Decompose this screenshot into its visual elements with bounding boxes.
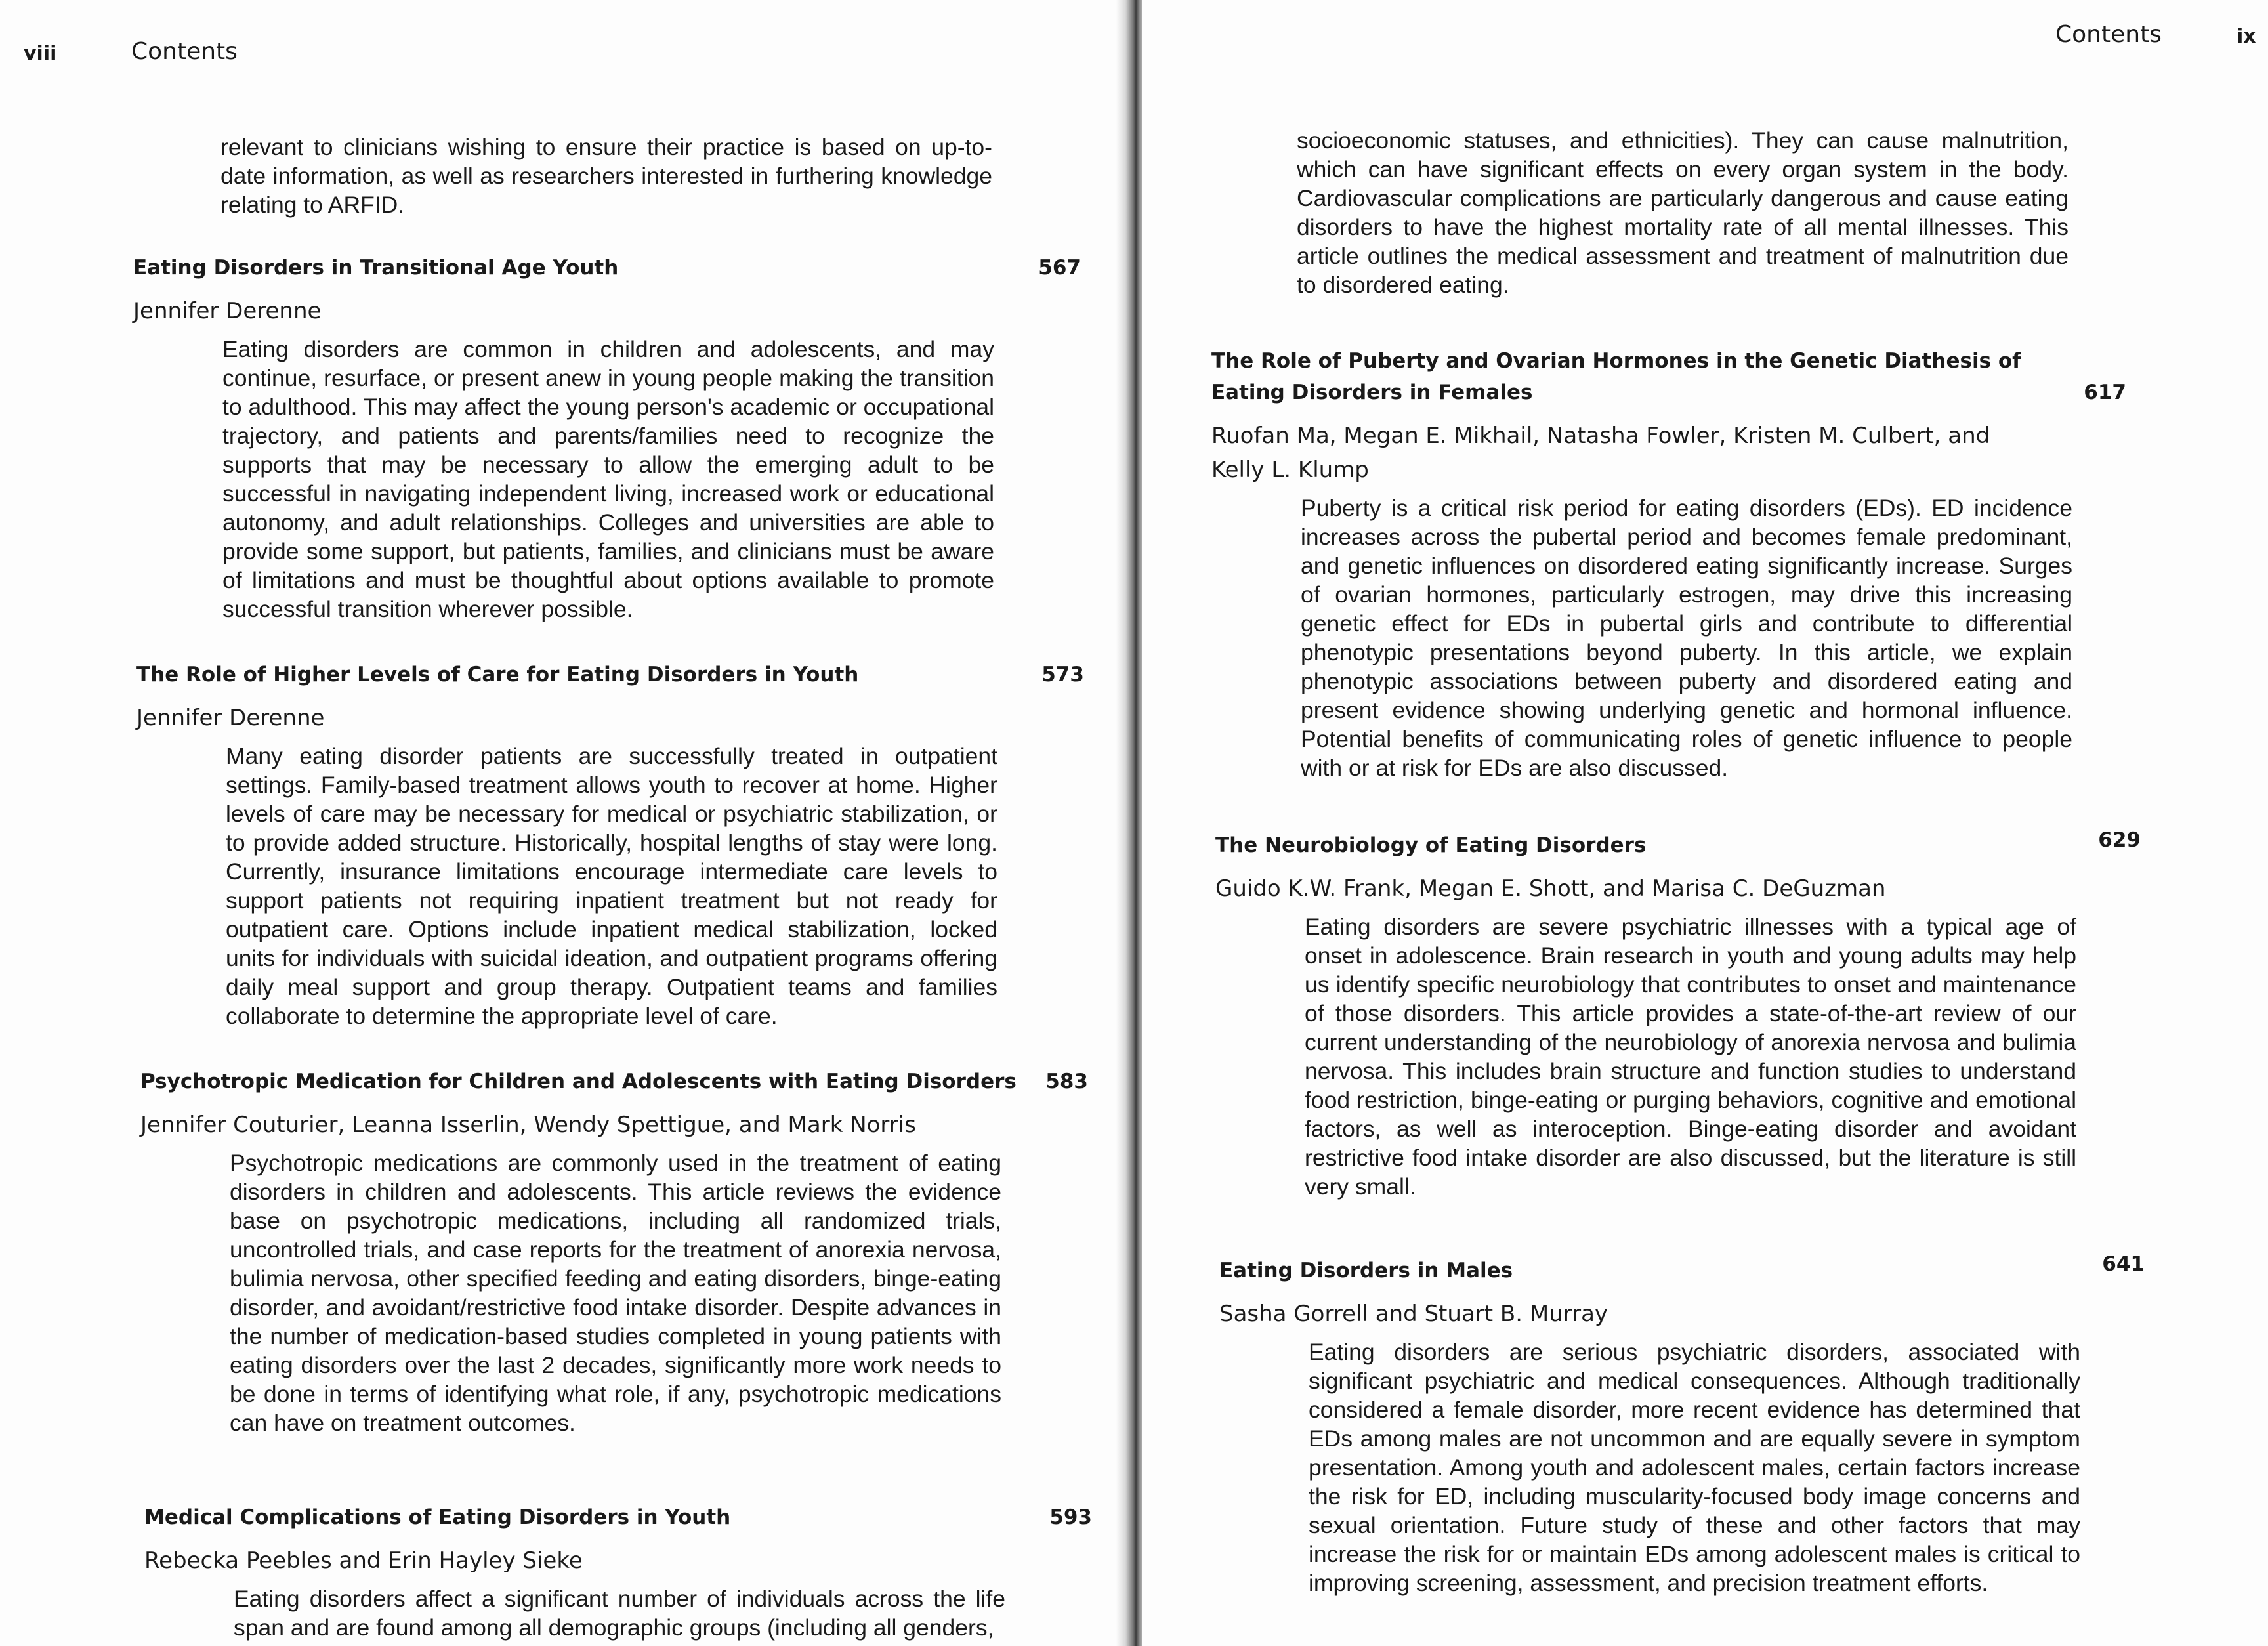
toc-entry [1215, 830, 2167, 1201]
toc-entry-header [140, 1066, 1099, 1097]
left-running-head: Contents [131, 38, 238, 65]
toc-entry-abstract: Eating disorders affect a significant number of individuals across the life span and are found among all demographic groups (including all genders, [234, 1586, 1005, 1641]
toc-entry [1211, 345, 2163, 782]
toc-entry [133, 252, 1091, 623]
toc-entry [136, 659, 1095, 1030]
left-page-number: viii [24, 42, 57, 65]
toc-entry-authors: Ruofan Ma, Megan E. Mikhail, Natasha Fowler, Kristen M. Culbert, and Kelly L. Klump [1211, 423, 1990, 483]
toc-entry-authors: Jennifer Couturier, Leanna Isserlin, Wendy Spettigue, and Mark Norris [140, 1112, 916, 1138]
toc-entry [140, 1066, 1099, 1437]
left-page [0, 0, 1122, 1646]
toc-entry-abstract: Eating disorders are common in children and adolescents, and may continue, resurface, or present anew in young people making the transition to adulthood. This may affect the young person's academic or occupational trajectory, and patients and parents/families need to recognize the supports that may be necessary to allow the emerging adult to be successful in navigating independent living, increased work or educational autonomy, and adult relationships. Colleges and universities are able to provide some support, but patients, families, and clinicians must be aware of limitations and must be thoughtful about options available to promote successful transition wherever possible. [222, 336, 994, 622]
toc-entry-authors: Guido K.W. Frank, Megan E. Shott, and Marisa C. DeGuzman [1215, 876, 1886, 902]
left-intro-text: relevant to clinicians wishing to ensure their practice is based on up-to-date information, as well as researchers interested in furthering knowledge relating to ARFID. [220, 134, 992, 218]
toc-entry-page-number[interactable]: 573 [1041, 663, 1084, 686]
toc-entry-authors: Sasha Gorrell and Stuart B. Murray [1219, 1301, 1608, 1327]
right-running-head: Contents [2055, 21, 2162, 48]
toc-entry-abstract: Many eating disorder patients are successfully treated in outpatient settings. Family-based treatment allows youth to recover at home. Higher levels of care may be necessary for medical or psychiatric stabilization, or to provide added structure. Historically, hospital lengths of stay were long. Currently, insurance limitations encourage intermediate care levels to support patients not requiring inpatient treatment but not ready for outpatient care. Options include inpatient medical stabilization, locked units for individuals with suicidal ideation, and outpatient programs offering daily meal support and group therapy. Outpatient teams and families collaborate to determine the appropriate level of care. [226, 743, 998, 1029]
toc-entry-header [1211, 345, 2163, 408]
toc-entry [144, 1502, 1102, 1642]
toc-entry-page-number[interactable]: 593 [1049, 1506, 1092, 1529]
toc-entry-authors: Jennifer Derenne [133, 298, 322, 324]
toc-entry-authors: Rebecka Peebles and Erin Hayley Sieke [144, 1548, 583, 1574]
toc-entry-title[interactable]: Eating Disorders in Males [1219, 1259, 1513, 1282]
toc-entry-header [136, 659, 1095, 690]
toc-entry-page-number[interactable]: 567 [1038, 256, 1081, 280]
toc-entry-abstract: Eating disorders are severe psychiatric illnesses with a typical age of onset in adolescence. Brain research in youth and young adults may help us identify specific neurobiology that contributes to onset and maintenance of those disorders. This article provides a state-of-the-art review of our current understanding of the neurobiology of anorexia nervosa and bulimia nervosa. This includes brain structure and function studies to understand food restriction, binge-eating or purging behaviors, cognitive and emotional factors, as well as interoception. Binge-eating disorder and avoidant restrictive food intake disorder are also discussed, but the literature is still very small. [1305, 914, 2076, 1200]
toc-entry-header [1219, 1252, 2171, 1286]
toc-entry-page-number[interactable]: 583 [1045, 1070, 1088, 1093]
right-intro-text: socioeconomic statuses, and ethnicities). They can cause malnutrition, which can have significant effects on every organ system in the body. Cardiovascular complications are particularly dangerous and cause eating disorders to have the highest mortality rate of all mental illnesses. This article outlines the medical assessment and treatment of malnutrition due to disordered eating. [1297, 127, 2068, 298]
toc-entry-header [1215, 830, 2167, 861]
toc-entry-title[interactable]: Eating Disorders in Transitional Age Youth [133, 256, 619, 280]
right-page [1142, 0, 2268, 1646]
toc-entry [1219, 1252, 2171, 1597]
toc-entry-page-number[interactable]: 617 [2084, 381, 2126, 404]
toc-entry-header [144, 1502, 1102, 1533]
toc-entry-abstract: Eating disorders are serious psychiatric disorders, associated with significant psychiatric and medical consequences. Although traditionally considered a female disorder, more recent evidence has determined that EDs among males are not uncommon and are equally severe in symptom presentation. Among youth and adolescent males, certain factors increase the risk for ED, including muscularity-focused body image concerns and sexual orientation. Future study of these and other factors that may increase the risk for or maintain EDs among adolescent males is critical to improving screening, assessment, and precision treatment efforts. [1309, 1339, 2080, 1596]
toc-entry-abstract: Puberty is a critical risk period for eating disorders (EDs). ED incidence increases across the pubertal period and becomes female predominant, and genetic influences on disordered eating significantly increase. Surges of ovarian hormones, particularly estrogen, may drive this increasing genetic effect for EDs in pubertal girls and contribute to differential phenotypic presentations beyond puberty. In this article, we explain phenotypic associations between puberty and disordered eating and present evidence showing underlying genetic and hormonal influence. Potential benefits of communicating roles of genetic influence to people with or at risk for EDs are also discussed. [1301, 495, 2072, 781]
toc-entry-page-number[interactable]: 641 [2102, 1252, 2145, 1276]
toc-entry-title[interactable]: Psychotropic Medication for Children and Adolescents with Eating Disorders [140, 1070, 1017, 1093]
toc-entry-title[interactable]: The Role of Puberty and Ovarian Hormones in the Genetic Diathesis of Eating Disorders in Females [1211, 349, 2021, 404]
toc-entry-abstract: Psychotropic medications are commonly used in the treatment of eating disorders in children and adolescents. This article reviews the evidence base on psychotropic medications, including all randomized trials, uncontrolled trials, and case reports for the treatment of anorexia nervosa, bulimia nervosa, other specified feeding and eating disorders, binge-eating disorder, and avoidant/restrictive food intake disorder. Despite advances in the number of medication-based studies completed in young patients with eating disorders over the last 2 decades, significantly more work needs to be done in terms of identifying what role, if any, psychotropic medications can have on treatment outcomes. [230, 1150, 1001, 1436]
toc-entry-title[interactable]: The Role of Higher Levels of Care for Eating Disorders in Youth [136, 663, 859, 686]
toc-entry-title[interactable]: Medical Complications of Eating Disorders in Youth [144, 1506, 731, 1529]
right-page-number: ix [2236, 25, 2256, 48]
toc-entry-header [133, 252, 1091, 284]
toc-entry-page-number[interactable]: 629 [2098, 828, 2141, 852]
toc-entry-title[interactable]: The Neurobiology of Eating Disorders [1215, 834, 1647, 857]
toc-entry-authors: Jennifer Derenne [136, 705, 325, 731]
